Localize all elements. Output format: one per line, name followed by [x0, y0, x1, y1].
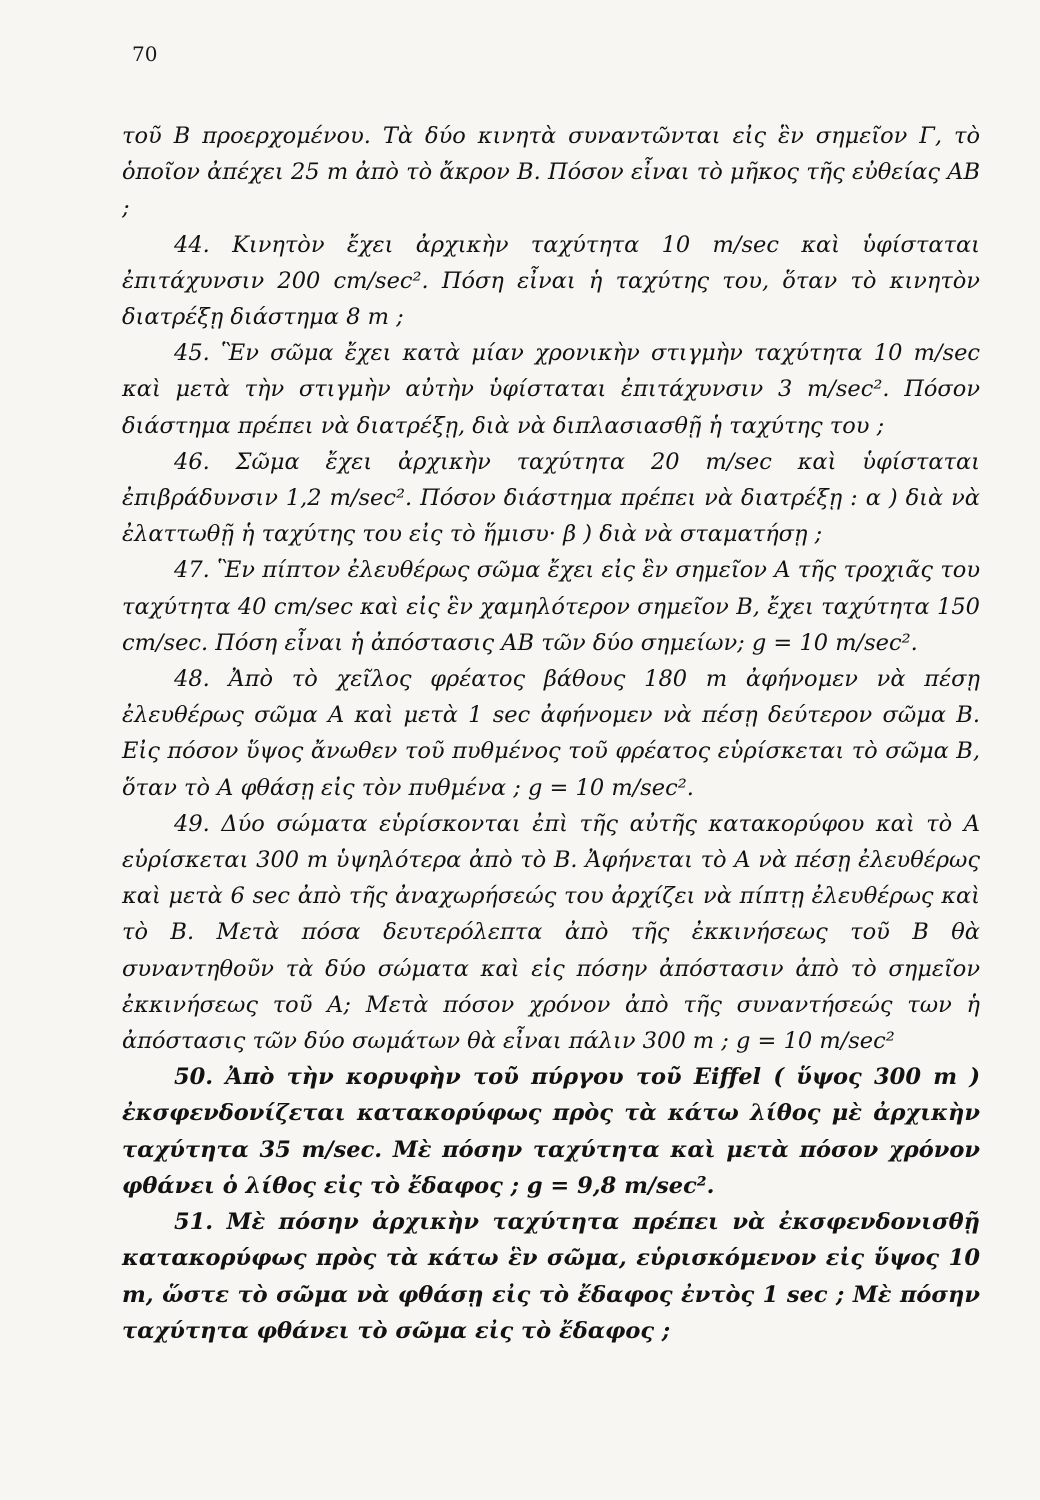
exercise-45: 45. Ἓν σῶμα ἔχει κατὰ μίαν χρονικὴν στιγμὴν ταχύτητα 10 m/sec καὶ μετὰ τὴν στιγμὴν αὐτὴν ὑφίσταται ἐπιτάχυνσιν 3 m/sec². Πόσον διάστημα πρέπει νὰ διατρέξῃ, διὰ νὰ διπλασιασθῇ ἡ ταχύτης του ; [122, 340, 980, 439]
exercise-50: 50. Ἀπὸ τὴν κορυφὴν τοῦ πύργου τοῦ Eiffel ( ὕψος 300 m ) ἐκσφενδονίζεται κατακορύφως πρὸς τὰ κάτω λίθος μὲ ἀρχικὴν ταχύτητα 35 m/sec. Μὲ πόσην ταχύτητα καὶ μετὰ πόσον χρόνον φθάνει ὁ λίθος εἰς τὸ ἔδαφος ; g = 9,8 m/sec². [122, 1064, 980, 1199]
exercise-43-continuation: τοῦ Β προερχομένου. Τὰ δύο κινητὰ συναντῶνται εἰς ἓν σημεῖον Γ, τὸ ὁποῖον ἀπέχει 25 m ἀπὸ τὸ ἄκρον Β. Πόσον εἶναι τὸ μῆκος τῆς εὐθείας ΑΒ ; [122, 123, 980, 222]
exercise-44: 44. Κινητὸν ἔχει ἀρχικὴν ταχύτητα 10 m/sec καὶ ὑφίσταται ἐπιτάχυνσιν 200 cm/sec². Πόση εἶναι ἡ ταχύτης του, ὅταν τὸ κινητὸν διατρέξῃ διάστημα 8 m ; [122, 231, 980, 331]
page-number: 70 [132, 42, 158, 66]
exercise-48: 48. Ἀπὸ τὸ χεῖλος φρέατος βάθους 180 m ἀφήνομεν νὰ πέσῃ ἐλευθέρως σῶμα Α καὶ μετὰ 1 sec ἀφήνομεν νὰ πέσῃ δεύτερον σῶμα Β. Εἰς πόσον ὕψος ἄνωθεν τοῦ πυθμένος τοῦ φρέατος εὑρίσκεται τὸ σῶμα Β, ὅταν τὸ Α φθάσῃ εἰς τὸν πυθμένα ; g = 10 m/sec². [122, 666, 980, 801]
exercise-49: 49. Δύο σώματα εὑρίσκονται ἐπὶ τῆς αὐτῆς κατακορύφου καὶ τὸ Α εὑρίσκεται 300 m ὑψηλότερα ἀπὸ τὸ Β. Ἀφήνεται τὸ Α νὰ πέσῃ ἐλευθέρως καὶ μετὰ 6 sec ἀπὸ τῆς ἀναχωρήσεώς του ἀρχίζει νὰ πίπτῃ ἐλευθέρως καὶ τὸ Β. Μετὰ πόσα δευτερόλεπτα ἀπὸ τῆς ἐκκινήσεως τοῦ Β θὰ συναντηθοῦν τὰ δύο σώματα καὶ εἰς πόσην ἀπόστασιν ἀπὸ τὸ σημεῖον ἐκκινήσεως τοῦ Α; Μετὰ πόσον χρόνον ἀπὸ τῆς συναντήσεώς των ἡ ἀπόστασις τῶν δύο σωμάτων θὰ εἶναι πάλιν 300 m ; g = 10 m/sec² [122, 810, 980, 1055]
exercise-47: 47. Ἓν πίπτον ἐλευθέρως σῶμα ἔχει εἰς ἓν σημεῖον Α τῆς τροχιᾶς του ταχύτητα 40 cm/sec καὶ εἰς ἓν χαμηλότερον σημεῖον Β, ἔχει ταχύτητα 150 cm/sec. Πόση εἶναι ἡ ἀπόστασις ΑΒ τῶν δύο σημείων; g = 10 m/sec². [122, 557, 980, 656]
exercise-46: 46. Σῶμα ἔχει ἀρχικὴν ταχύτητα 20 m/sec καὶ ὑφίσταται ἐπιβράδυνσιν 1,2 m/sec². Πόσον διάστημα πρέπει νὰ διατρέξῃ : α ) διὰ νὰ ἐλαττωθῇ ἡ ταχύτης του εἰς τὸ ἥμισυ· β ) διὰ νὰ σταματήσῃ ; [122, 448, 980, 548]
exercise-51: 51. Μὲ πόσην ἀρχικὴν ταχύτητα πρέπει νὰ ἐκσφενδονισθῇ κατακορύφως πρὸς τὰ κάτω ἓν σῶμα, εὑρισκόμενον εἰς ὕψος 10 m, ὥστε τὸ σῶμα νὰ φθάσῃ εἰς τὸ ἔδαφος ἐντὸς 1 sec ; Μὲ πόσην ταχύτητα φθάνει τὸ σῶμα εἰς τὸ ἔδαφος ; [122, 1209, 980, 1344]
exercise-text-block [122, 118, 980, 1349]
